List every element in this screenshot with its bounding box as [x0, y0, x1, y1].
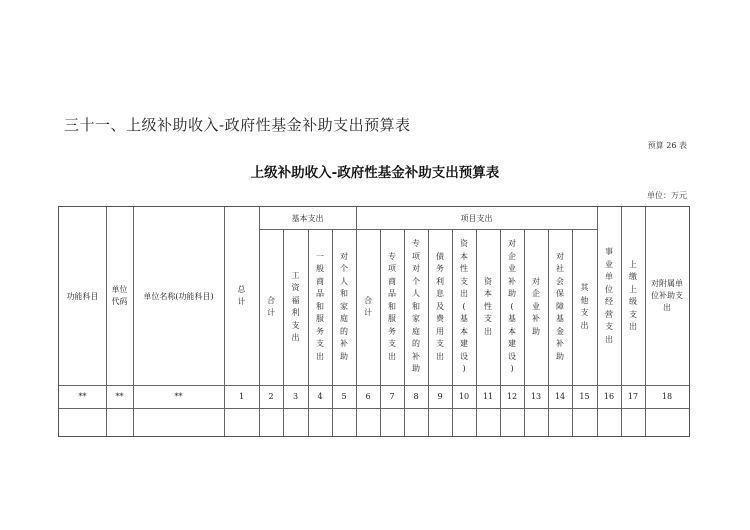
header-affiliated: 对附属单位补助支出: [651, 279, 683, 312]
header-enterprise-cell: [524, 229, 548, 385]
index-cell: 3: [292, 392, 299, 401]
index-cell: **: [174, 392, 183, 401]
index-cell: 4: [317, 392, 323, 401]
header-enterprise-basic-cell: [500, 229, 524, 385]
index-cell: 10: [458, 392, 470, 401]
header-pay-upper: 上 缴 上 级 支 出: [629, 259, 637, 331]
header-project-group: 项目支出: [460, 213, 493, 223]
header-special-personal: 专 项 对 个 人 和 家 庭 的 补 助: [412, 239, 420, 374]
index-cell: 1: [238, 392, 245, 401]
header-enterprise-basic: 对 企 业 补 助 ( 基 本 建 设 ): [508, 239, 516, 374]
header-business-unit: 事 业 单 位 经 营 支 出: [605, 247, 613, 344]
index-cell: 18: [661, 392, 673, 401]
section-title: 三十一、上级补助收入-政府性基金补助支出预算表: [64, 116, 411, 134]
header-project-total: 合 计: [364, 295, 372, 317]
index-cell: 16: [603, 392, 615, 401]
header-special-personal-cell: [404, 229, 428, 385]
index-cell: 9: [437, 392, 443, 401]
index-cell: 17: [627, 392, 639, 401]
header-basic-group: 基本支出: [291, 213, 324, 223]
header-unit-code: [106, 207, 133, 385]
header-social-security-cell: [548, 229, 572, 385]
header-enterprise: 对 企 业 补 助: [532, 276, 540, 336]
header-personal-family: 对 个 人 和 家 庭 的 补 助: [340, 251, 348, 361]
index-cell: 8: [413, 392, 419, 401]
index-cell: 2: [268, 392, 274, 401]
index-cell: 11: [482, 392, 494, 401]
empty-data-row: [59, 408, 689, 436]
header-pay-upper-cell: [621, 207, 645, 385]
unit-label: 单位：万元: [647, 191, 687, 200]
header-other: 其 他 支 出: [580, 283, 589, 330]
header-general-goods: 一 般 商 品 和 服 务 支 出: [316, 251, 324, 361]
page-title: 上级补助收入-政府性基金补助支出预算表: [250, 165, 500, 181]
header-project-total-cell: [356, 229, 380, 385]
header-capital-basic-cell: [452, 229, 476, 385]
header-debt-interest: 债 务 利 息 及 费 用 支 出: [436, 251, 444, 361]
header-personal-family-cell: [332, 229, 356, 385]
index-cell: 6: [365, 392, 371, 401]
header-basic-total-cell: [259, 229, 283, 385]
header-basic-total: 合 计: [267, 295, 275, 317]
header-salary-welfare: 工 资 福 利 支 出: [291, 270, 300, 342]
header-total: [224, 207, 259, 385]
header-capital: 资 本 性 支 出: [484, 276, 492, 336]
header-affiliated-cell: [645, 207, 689, 385]
header-total-text: 总计: [237, 285, 246, 306]
header-capital-basic: 资 本 性 支 出 ( 基 本 建 设 ): [460, 239, 468, 374]
header-unit-name: 单位名称(功能科目): [143, 291, 214, 301]
header-capital-cell: [476, 229, 500, 385]
index-cell: **: [78, 392, 87, 401]
index-cell: 5: [341, 392, 347, 401]
header-general-goods-cell: [308, 229, 332, 385]
header-other-cell: [572, 229, 597, 385]
index-cell: 13: [530, 392, 542, 401]
budget-table: [58, 206, 690, 437]
header-unit-code-text: 单位代码: [111, 285, 128, 306]
form-number: 预算 26 表: [647, 141, 687, 150]
header-social-security: 对 社 会 保 障 基 金 补 助: [556, 251, 564, 361]
index-cell: 14: [554, 392, 566, 401]
header-debt-interest-cell: [428, 229, 452, 385]
index-cell: 7: [389, 392, 395, 401]
header-salary-cell: [283, 229, 308, 385]
header-special-goods-cell: [380, 229, 404, 385]
header-special-goods: 专 项 商 品 和 服 务 支 出: [388, 251, 396, 361]
header-business-unit-cell: [597, 207, 621, 385]
index-cell: 12: [506, 392, 518, 401]
header-func-subject: 功能科目: [66, 291, 99, 301]
index-cell: 15: [579, 392, 590, 401]
index-cell: **: [115, 392, 124, 401]
